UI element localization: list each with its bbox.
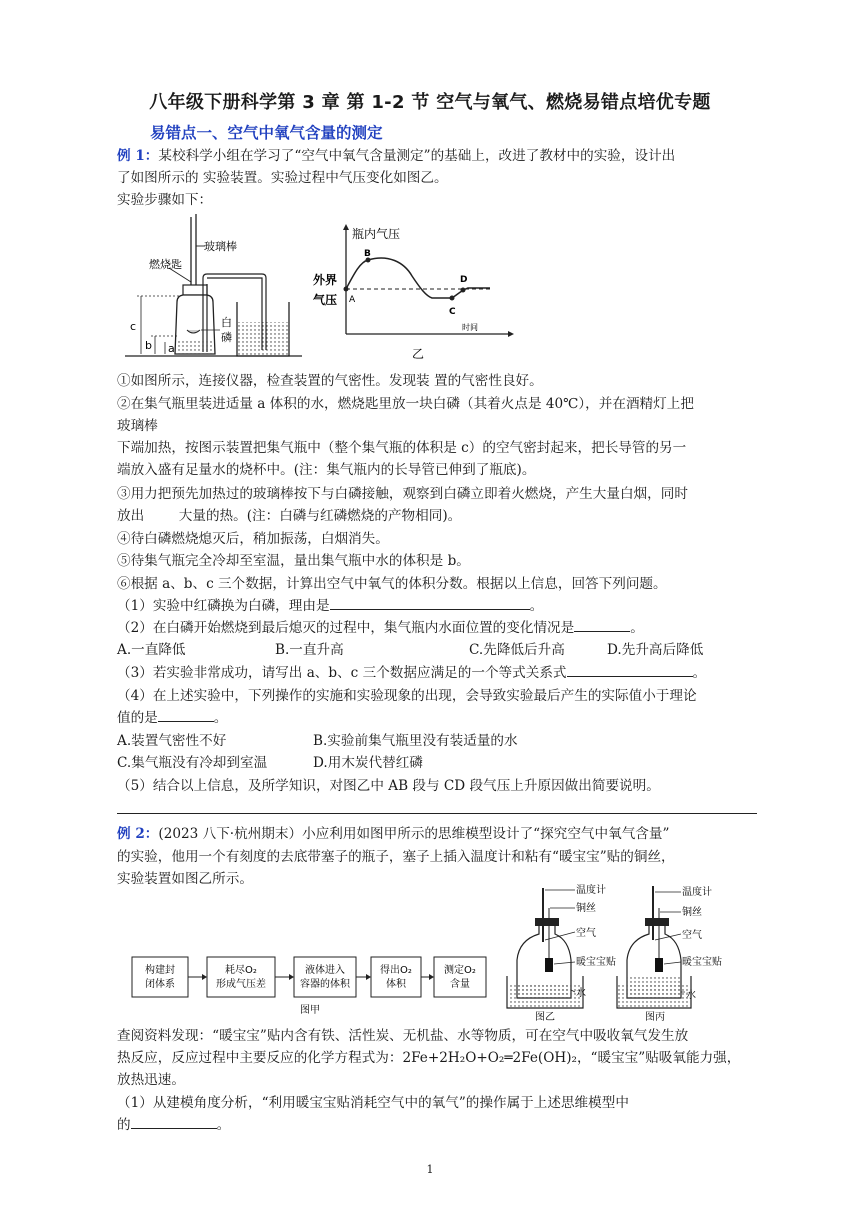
step-2-line2: 玻璃棒 — [117, 418, 158, 434]
flow-caption: 图甲 — [300, 1005, 320, 1016]
q4-line2: 值的是 。 — [117, 707, 757, 729]
ex2-intro-line1: 例 2：(2023 八下·杭州期末）小应利用如图甲所示的思维模型设计了“探究空气中氧气含量” — [117, 826, 670, 842]
flow-step-2a: 耗尽O₂ — [225, 965, 257, 976]
b-water-label: 水 — [576, 988, 586, 999]
point-c: C — [449, 307, 456, 317]
q2: （2）在白磷开始燃烧到最后熄灭的过程中，集气瓶内水面位置的变化情况是 。 — [117, 617, 757, 639]
pressure-graph — [312, 222, 522, 362]
ex2-para-line2: 热反应，反应过程中主要反应的化学方程式为：2Fe+2H₂O+O₂═2Fe(OH)₂，“暖宝宝”贴吸氧能力强， — [117, 1050, 741, 1066]
b-caption: 图乙 — [535, 1012, 555, 1022]
b-air-label: 空气 — [576, 928, 596, 939]
ex2-label: 例 2： — [117, 826, 159, 842]
b-thermo-label: 温度计 — [576, 885, 606, 896]
ex1-label: 例 1： — [117, 148, 159, 164]
q4-option-a: A.装置气密性不好 — [117, 733, 227, 749]
graph-outside-label-2: 气压 — [313, 293, 338, 307]
flow-step-3b: 容器的体积 — [300, 979, 350, 990]
flow-step-4a: 得出O₂ — [380, 965, 412, 976]
flow-step-5a: 测定O₂ — [444, 965, 476, 976]
point-a: A — [349, 295, 356, 305]
q1: （1）实验中红磷换为白磷，理由是 。 — [117, 595, 757, 617]
q5: （5）结合以上信息，及所学知识，对图乙中 AB 段与 CD 段气压上升原因做出简要说明。 — [117, 778, 660, 794]
flow-step-1a: 构建封 — [145, 965, 175, 976]
c-wire-label: 铜丝 — [682, 907, 702, 918]
dim-a: a — [168, 342, 175, 355]
phos-label-2: 磷 — [221, 331, 232, 344]
page-number: 1 — [426, 1163, 434, 1176]
b-wire-label: 铜丝 — [576, 903, 596, 914]
q1-blank[interactable] — [330, 595, 530, 610]
q3-blank[interactable] — [567, 662, 693, 677]
c-air-label: 空气 — [682, 930, 702, 941]
q4-line1: （4）在上述实验中，下列操作的实施和实验现象的出现，会导致实验最后产生的实际值小于理论 — [117, 688, 697, 704]
ex1-intro-line3: 实验步骤如下： — [117, 192, 213, 208]
q2-option-d: D.先升高后降低 — [607, 642, 704, 658]
graph-y-label: 瓶内气压 — [352, 227, 401, 241]
point-b: B — [364, 249, 371, 259]
rod-label: 玻璃棒 — [204, 240, 237, 253]
ex2-apparatus-figure — [505, 880, 765, 1022]
q4-option-d: D.用木炭代替红磷 — [313, 755, 423, 771]
ex2-intro-line2: 的实验，他用一个有刻度的去底带塞子的瓶子，塞子上插入温度计和粘有“暖宝宝”贴的铜丝， — [117, 849, 675, 865]
thinking-model-flowchart — [130, 955, 490, 1017]
step-3-line2: 放出 大量的热。(注：白磷与红磷燃烧的产物相同)。 — [117, 508, 462, 524]
flow-step-5b: 含量 — [450, 979, 470, 990]
graph-x-label: 时间 — [462, 323, 478, 332]
q4-blank[interactable] — [158, 707, 214, 722]
step-3-line1: ③用力把预先加热过的玻璃棒按下与白磷接触，观察到白磷立即着火燃烧，产生大量白烟，同时 — [117, 486, 688, 502]
ex2-para-line1: 查阅资料发现：“暖宝宝”贴内含有铁、活性炭、无机盐、水等物质，可在空气中吸收氧气发生放 — [117, 1028, 689, 1044]
step-2-line3: 下端加热，按图示装置把集气瓶中（整个集气瓶的体积是 c）的空气密封起来，把长导管的另一 — [117, 440, 687, 456]
ex2-para-line3: 放热迅速。 — [117, 1072, 185, 1088]
c-water-label: 水 — [686, 990, 696, 1001]
section-divider — [117, 813, 757, 814]
step-1: ①如图所示，连接仪器，检查装置的气密性。发现装 置的气密性良好。 — [117, 373, 543, 389]
flow-step-4b: 体积 — [386, 979, 406, 990]
flow-step-2b: 形成气压差 — [216, 979, 266, 990]
page-title: 八年级下册科学第 3 章 第 1-2 节 空气与氧气、燃烧易错点培优专题 — [149, 92, 711, 113]
ex1-intro-line1: 例 1：某校科学小组在学习了“空气中氧气含量测定”的基础上，改进了教材中的实验，设计出 — [117, 148, 676, 164]
c-thermo-label: 温度计 — [682, 887, 712, 898]
point-d: D — [460, 275, 468, 285]
step-4: ④待白磷燃烧熄灭后，稍加振荡，白烟消失。 — [117, 531, 389, 547]
dim-b: b — [145, 339, 152, 352]
flow-step-3a: 液体进入 — [305, 965, 345, 976]
b-patch-label: 暖宝宝贴 — [576, 957, 616, 968]
spoon-label: 燃烧匙 — [149, 258, 182, 271]
ex1-intro-line2: 了如图所示的 实验装置。实验过程中气压变化如图乙。 — [117, 170, 448, 186]
q2-option-b: B.一直升高 — [275, 642, 344, 658]
graph-outside-label-1: 外界 — [313, 273, 338, 287]
apparatus-figure — [117, 212, 312, 362]
step-5: ⑤待集气瓶完全冷却至室温，量出集气瓶中水的体积是 b。 — [117, 553, 470, 569]
ex2-intro-line3: 实验装置如图乙所示。 — [117, 871, 253, 887]
ex2-q1-blank[interactable] — [131, 1114, 217, 1129]
q2-option-a: A.一直降低 — [117, 642, 186, 658]
c-patch-label: 暖宝宝贴 — [682, 957, 722, 968]
q3: （3）若实验非常成功，请写出 a、b、c 三个数据应满足的一个等式关系式 。 — [117, 662, 757, 684]
step-6: ⑥根据 a、b、c 三个数据，计算出空气中氧气的体积分数。根据以上信息，回答下列问题。 — [117, 576, 667, 592]
section-heading: 易错点一、空气中氧气含量的测定 — [150, 124, 383, 142]
dim-c: c — [130, 320, 137, 333]
graph-caption: 乙 — [412, 347, 425, 361]
q2-blank[interactable] — [574, 617, 630, 632]
q4-option-c: C.集气瓶没有冷却到室温 — [117, 755, 268, 771]
ex2-q1-line1: （1）从建模角度分析，“利用暖宝宝贴消耗空气中的氧气”的操作属于上述思维模型中 — [117, 1095, 629, 1111]
ex2-q1-line2: 的 。 — [117, 1114, 757, 1136]
flow-step-1b: 闭体系 — [145, 979, 175, 990]
q4-option-b: B.实验前集气瓶里没有装适量的水 — [313, 733, 518, 749]
phos-label-1: 白 — [221, 316, 232, 329]
q2-option-c: C.先降低后升高 — [469, 642, 565, 658]
step-2-line1: ②在集气瓶里装进适量 a 体积的水，燃烧匙里放一块白磷（其着火点是 40℃），并在酒精灯上把 — [117, 396, 694, 412]
c-caption: 图丙 — [645, 1012, 665, 1022]
step-2-line4: 端放入盛有足量水的烧杯中。(注：集气瓶内的长导管已伸到了瓶底)。 — [117, 462, 536, 478]
